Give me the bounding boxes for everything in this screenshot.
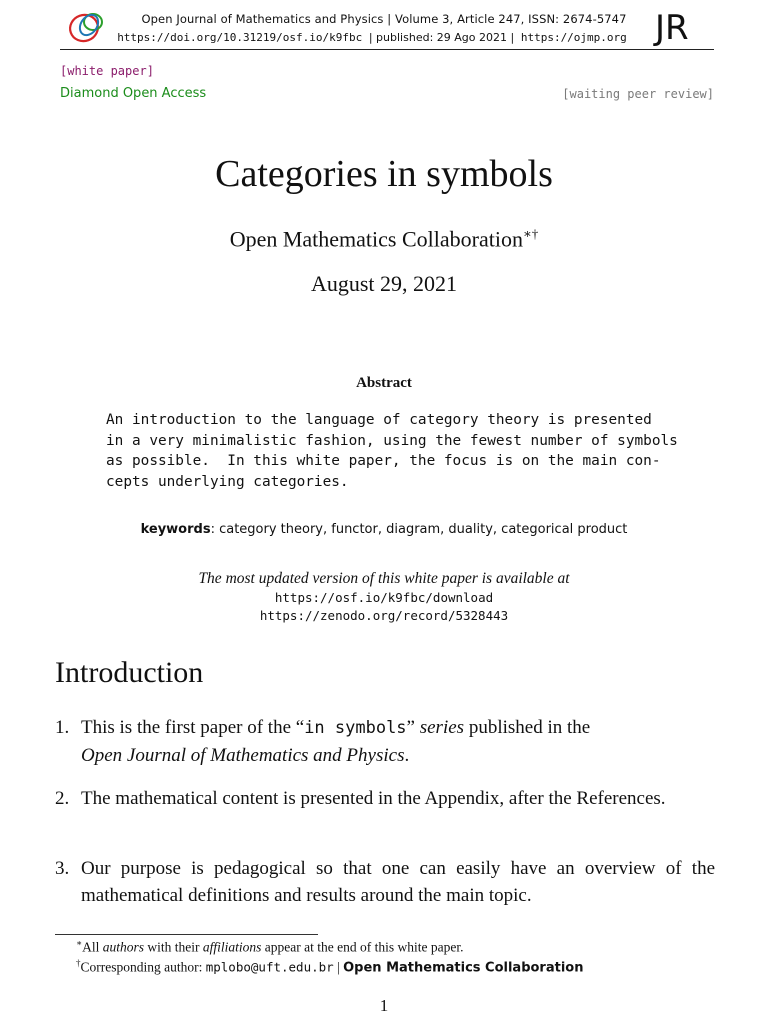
abstract-heading: Abstract bbox=[356, 375, 412, 391]
list-item bbox=[55, 855, 715, 911]
footnote-corresponding: †Corresponding author: mplobo@uft.edu.br | Open Mathematics Collaboration bbox=[76, 958, 584, 976]
list-item-number: 2. bbox=[55, 788, 70, 809]
journal-logo-icon bbox=[62, 8, 112, 46]
list-item-text: Our purpose is pedagogical so that one can easily have an overview of the mathematical definitions and results around the main topic. bbox=[81, 858, 715, 906]
monogram: JR bbox=[655, 8, 689, 48]
page-number: 1 bbox=[379, 996, 389, 1015]
keywords-text: : category theory, functor, diagram, duality, categorical product bbox=[210, 522, 628, 537]
site-link[interactable]: https://ojmp.org bbox=[520, 31, 627, 44]
zenodo-link[interactable]: https://zenodo.org/record/5328443 bbox=[259, 608, 509, 623]
article-meta-line bbox=[112, 31, 632, 44]
list-item-number: 3. bbox=[55, 858, 70, 879]
author-line bbox=[0, 226, 768, 252]
section-heading-introduction: Introduction bbox=[55, 656, 204, 689]
list-item bbox=[55, 785, 715, 841]
author-footnote-marks: ∗† bbox=[522, 226, 539, 241]
review-status-tag: [waiting peer review] bbox=[562, 87, 714, 101]
list-item-text: The mathematical content is presented in the Appendix, after the References. bbox=[81, 788, 666, 809]
paper-title: Categories in symbols bbox=[215, 153, 553, 195]
list-item-text: This is the first paper of the “in symbols” series published in the Open Journal of Mathematics and Physics. bbox=[81, 717, 591, 766]
email-link[interactable]: mplobo@uft.edu.br bbox=[205, 959, 334, 975]
list-item-number: 1. bbox=[55, 717, 70, 738]
paper-date: August 29, 2021 bbox=[310, 271, 458, 296]
keywords-line bbox=[0, 522, 768, 537]
author-name: Open Mathematics Collaboration bbox=[229, 226, 523, 252]
white-paper-tag: [white paper] bbox=[60, 64, 154, 78]
abstract-body: An introduction to the language of category theory is presented in a very minimalistic fashion, using the fewest number of symbols as possible. In this white paper, the focus is on the main con- cepts underlying categories. bbox=[106, 412, 678, 491]
footnote-authors: ∗All authors with their affiliations appear at the end of this white paper. bbox=[76, 938, 464, 955]
doi-link[interactable]: https://doi.org/10.31219/osf.io/k9fbc bbox=[117, 31, 363, 44]
footnote-divider bbox=[55, 934, 318, 935]
download-link[interactable]: https://osf.io/k9fbc/download bbox=[274, 590, 494, 605]
published-text: | published: 29 Ago 2021 | bbox=[368, 31, 515, 44]
header-divider bbox=[60, 49, 714, 50]
access-tag: Diamond Open Access bbox=[60, 86, 207, 101]
keywords-label: keywords bbox=[140, 522, 211, 537]
list-item bbox=[55, 714, 715, 770]
version-note: The most updated version of this white paper is available at bbox=[198, 570, 570, 587]
journal-info-line: Open Journal of Mathematics and Physics | Volume 3, Article 247, ISSN: 2674-5747 bbox=[141, 12, 627, 26]
